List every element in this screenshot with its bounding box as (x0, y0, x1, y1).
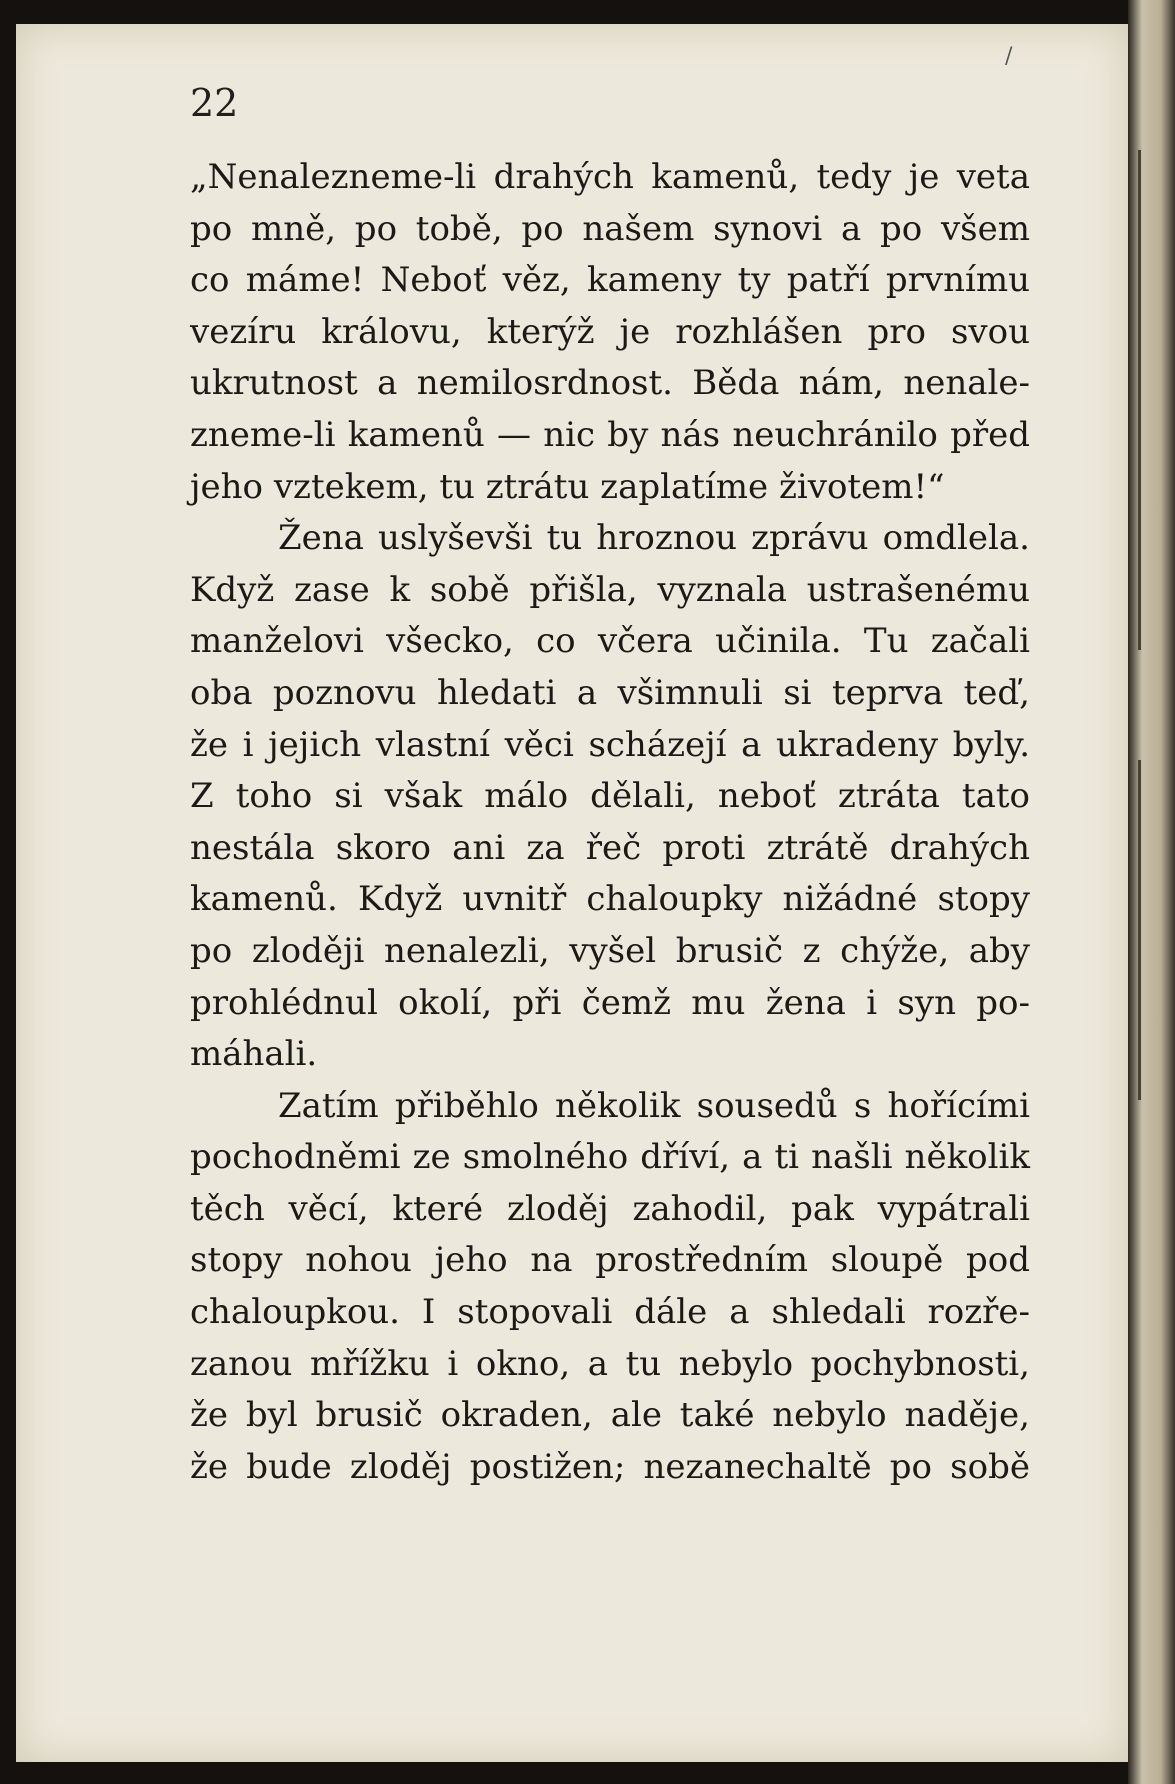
text-line: Zatím přiběhlo několik sousedů s hořícími (278, 1085, 1030, 1126)
text-line: zanou mřížku i okno, a tu nebylo pochybnosti, (190, 1343, 1030, 1384)
text-line: kamenů. Když uvnitř chaloupky nižádné stopy (190, 879, 1030, 920)
text-line: vezíru královu, kterýž je rozhlášen pro svou (190, 311, 1030, 352)
text-line: Když zase k sobě přišla, vyznala ustrašenému (190, 569, 1030, 610)
text-line: zneme-li kamenů — nic by nás neuchránilo před (190, 414, 1030, 455)
binding-shadow-line (1138, 150, 1141, 650)
text-line: prohlédnul okolí, při čemž mu žena i syn po- (190, 982, 1030, 1023)
text-line: nestála skoro ani za řeč proti ztrátě drahých (190, 827, 1030, 868)
text-line: těch věcí, které zloděj zahodil, pak vypátrali (190, 1188, 1030, 1229)
corner-mark: / (1005, 44, 1013, 69)
text-line: že i jejich vlastní věci scházejí a ukradeny byly. (190, 724, 1030, 765)
text-line: po mně, po tobě, po našem synovi a po všem (190, 208, 1030, 249)
text-line: „Nenalezneme-li drahých kamenů, tedy je veta (190, 157, 1030, 197)
text-line: po zloději nenalezli, vyšel brusič z chýže, aby (190, 930, 1030, 971)
binding-shadow-line (1138, 760, 1141, 1100)
text-line: manželovi všecko, co včera učinila. Tu začali (190, 621, 1030, 662)
text-line: jeho vztekem, tu ztrátu zaplatíme životem!“ (190, 466, 945, 507)
page-number: 22 (190, 81, 239, 125)
text-line: ukrutnost a nemilosrdnost. Běda nám, nenale- (190, 363, 1030, 404)
text-line: že bude zloděj postižen; nezanechaltě po sobě (190, 1446, 1030, 1487)
text-line: Žena uslyševši tu hroznou zprávu omdlela. (278, 518, 1030, 559)
text-line: co máme! Neboť věz, kameny ty patří prvnímu (190, 260, 1030, 301)
text-line: máhali. (190, 1034, 318, 1075)
text-line: pochodněmi ze smolného dříví, a ti našli několik (190, 1137, 1030, 1178)
body-text (190, 152, 1030, 1493)
text-line: Z toho si však málo dělali, neboť ztráta tato (190, 776, 1030, 817)
text-line: že byl brusič okraden, ale také nebylo naděje, (190, 1395, 1030, 1436)
text-line: chaloupkou. I stopovali dále a shledali rozře- (190, 1292, 1030, 1333)
binding-edge (1128, 0, 1175, 1784)
text-line: oba poznovu hledati a všimnuli si teprva teď, (190, 672, 1030, 713)
text-line: stopy nohou jeho na prostředním sloupě pod (190, 1240, 1030, 1281)
